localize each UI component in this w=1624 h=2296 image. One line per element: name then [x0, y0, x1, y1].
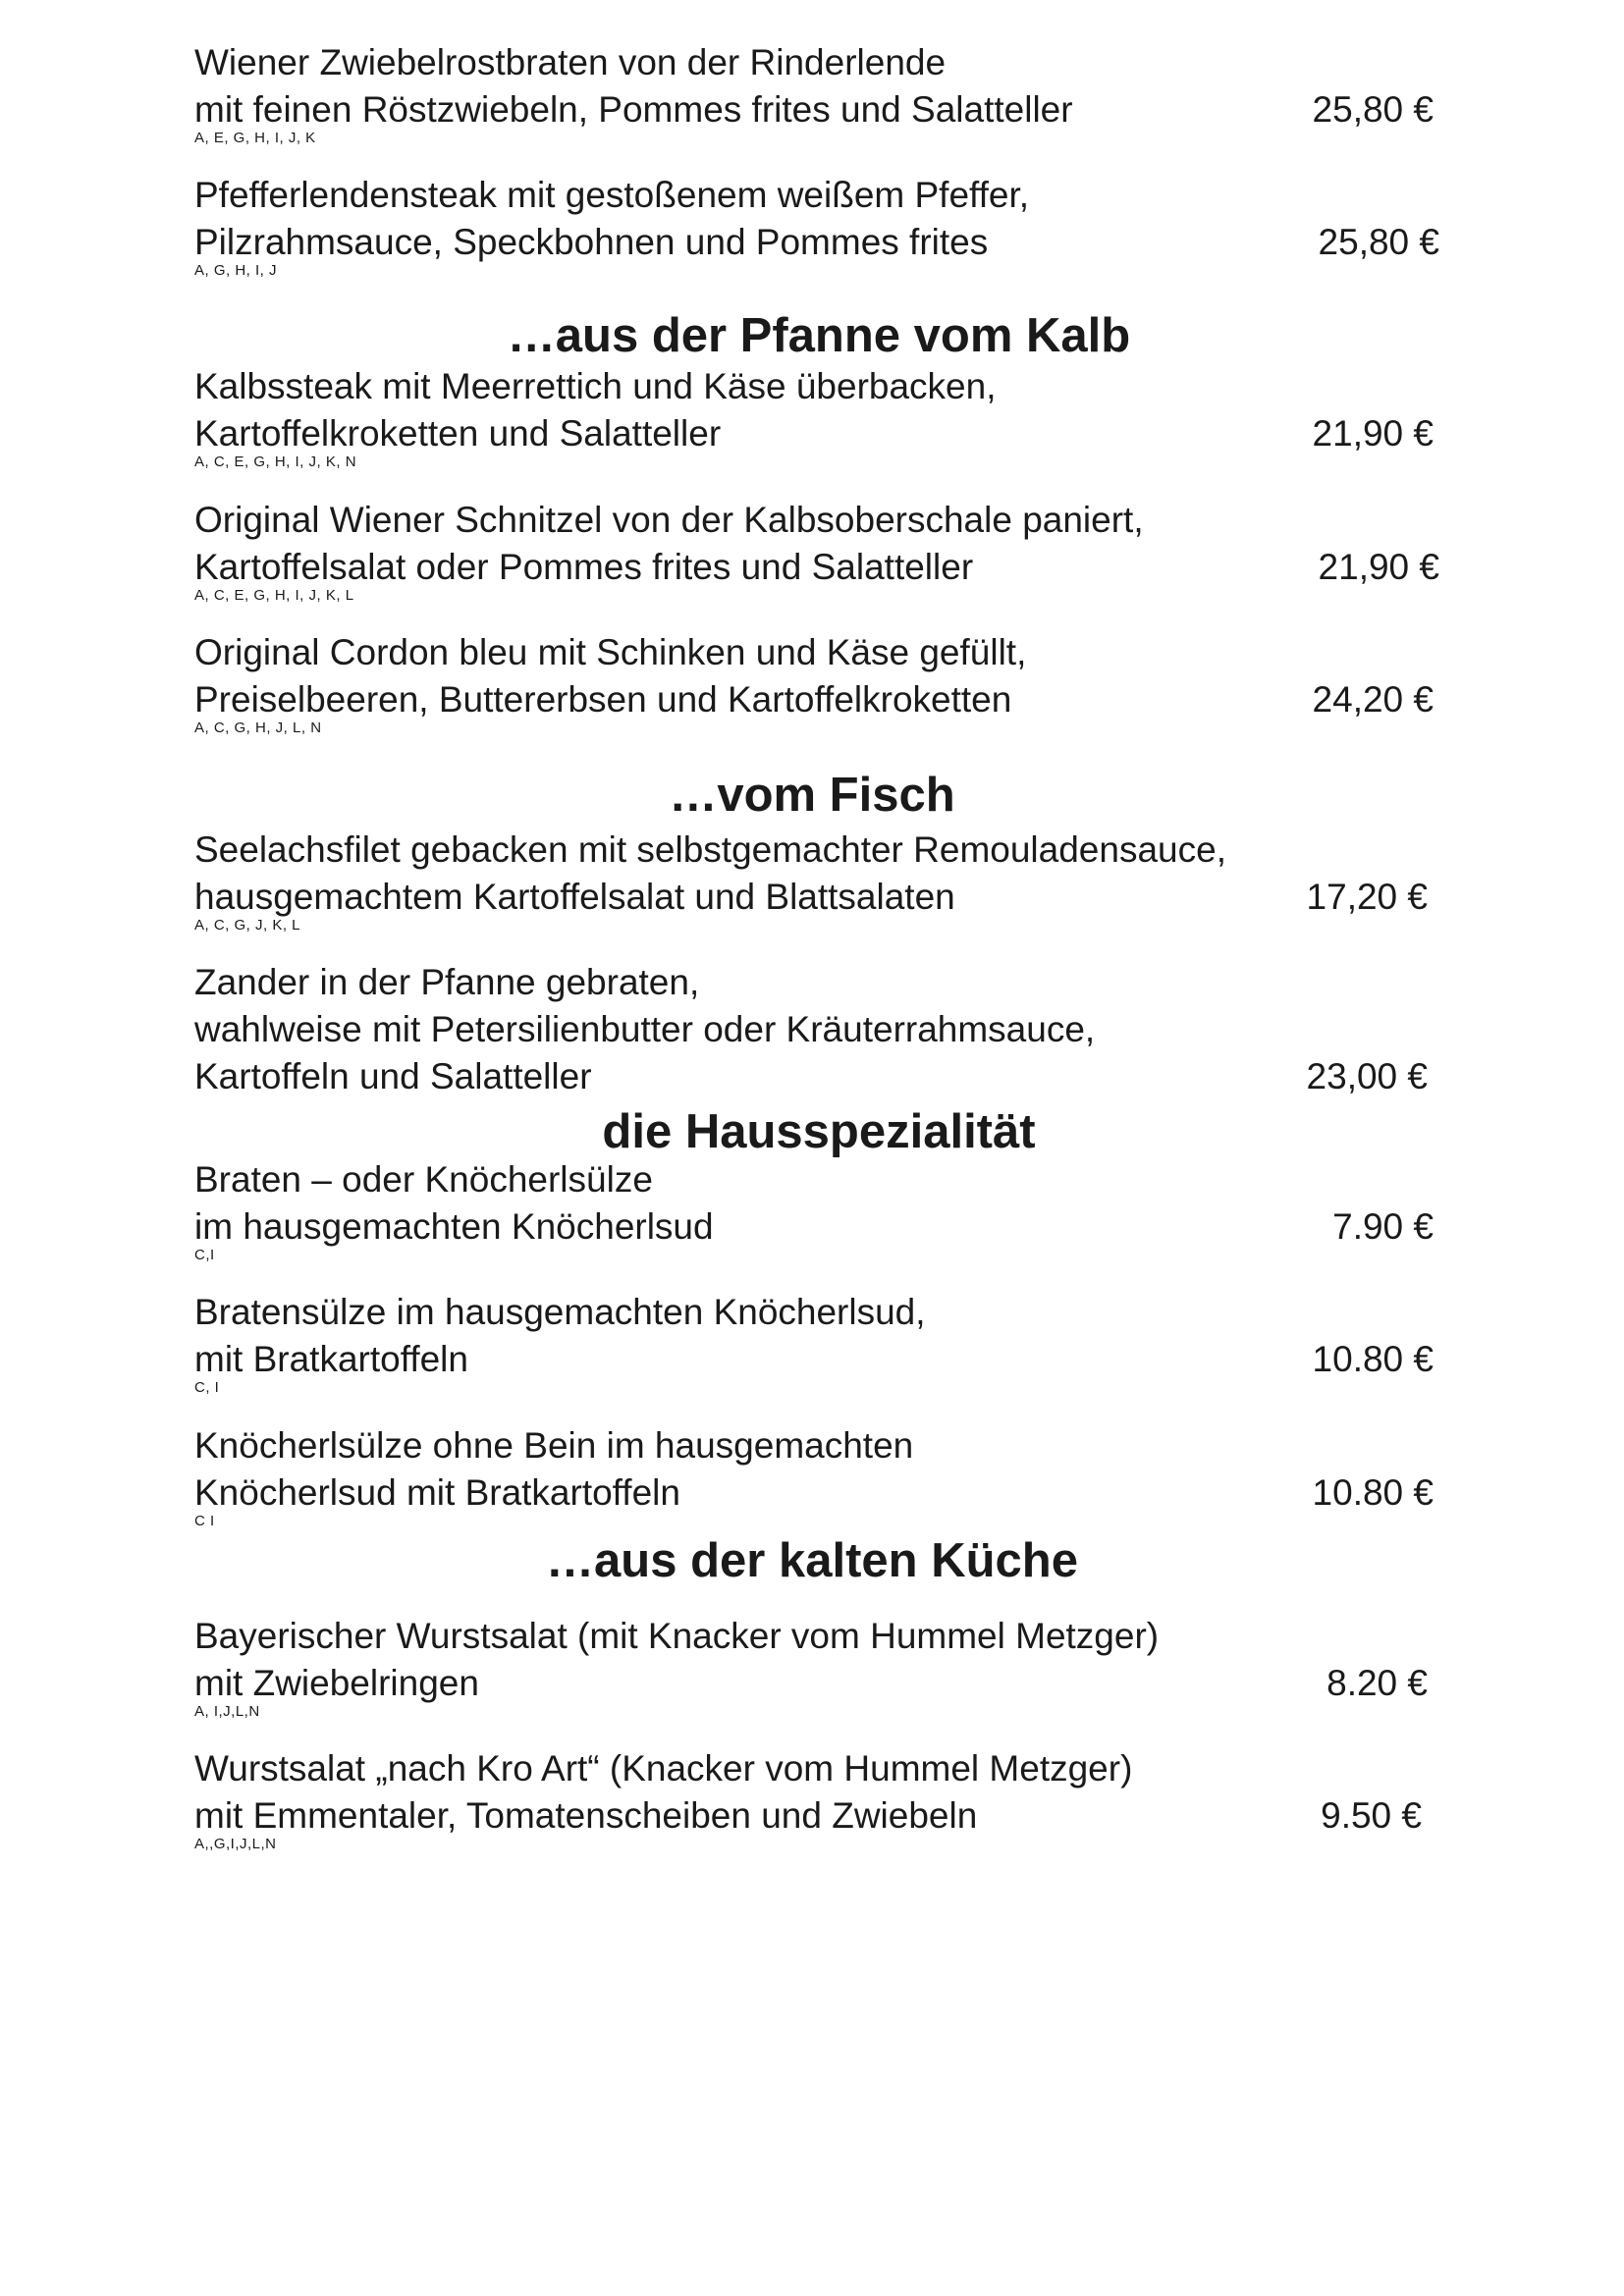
item-line: Kartoffeln und Salatteller [194, 1056, 592, 1096]
item-line: Knöcherlsud mit Bratkartoffeln [194, 1472, 680, 1513]
allergen-codes: A,,G,I,J,L,N [194, 1836, 277, 1852]
allergen-codes: A, E, G, H, I, J, K [194, 130, 316, 146]
item-price: 17,20 € [1306, 877, 1428, 917]
item-line: Preiselbeeren, Buttererbsen und Kartoffelkroketten [194, 679, 1012, 720]
item-price: 8.20 € [1326, 1663, 1428, 1703]
item-price: 23,00 € [1306, 1056, 1428, 1096]
item-price: 10.80 € [1312, 1472, 1434, 1513]
item-line: Bratensülze im hausgemachten Knöcherlsud, [194, 1292, 926, 1332]
menu-item-zwiebelrostbraten [194, 39, 1441, 146]
item-line: Kalbssteak mit Meerrettich und Käse überbacken, [194, 366, 997, 406]
menu-item-kalbssteak [194, 363, 1441, 470]
allergen-codes: C, I [194, 1379, 220, 1396]
item-line: Pilzrahmsauce, Speckbohnen und Pommes frites [194, 222, 989, 262]
item-line: Zander in der Pfanne gebraten, [194, 962, 700, 1002]
menu-item-knoecherlsuelze-ohne-bein [194, 1422, 1441, 1529]
menu-item-pfefferlendensteak [194, 172, 1441, 279]
item-price: 21,90 € [1318, 547, 1439, 587]
item-price: 21,90 € [1312, 413, 1434, 454]
menu-item-bayerischer-wurstsalat [194, 1613, 1441, 1720]
menu-item-cordon-bleu [194, 629, 1441, 736]
section-heading-hausspezialitaet: die Hausspezialität [602, 1105, 1036, 1158]
item-line: im hausgemachten Knöcherlsud [194, 1206, 714, 1247]
item-line: Pfefferlendensteak mit gestoßenem weißem Pfeffer, [194, 175, 1030, 215]
item-line: Wurstsalat „nach Kro Art“ (Knacker vom Hummel Metzger) [194, 1748, 1133, 1789]
allergen-codes: A, C, G, H, J, L, N [194, 720, 322, 736]
item-line: mit feinen Röstzwiebeln, Pommes frites und Salatteller [194, 89, 1073, 130]
item-line: Kartoffelsalat oder Pommes frites und Salatteller [194, 547, 974, 587]
item-price: 25,80 € [1318, 222, 1439, 262]
item-line: Original Wiener Schnitzel von der Kalbsoberschale paniert, [194, 500, 1144, 540]
item-price: 24,20 € [1312, 679, 1434, 720]
menu-item-bratensuelze [194, 1289, 1441, 1396]
menu-item-wurstsalat-kro-art [194, 1745, 1441, 1852]
item-line: Wiener Zwiebelrostbraten von der Rinderlende [194, 42, 947, 82]
item-price: 9.50 € [1321, 1795, 1422, 1836]
allergen-codes: C I [194, 1513, 215, 1529]
item-line: Kartoffelkroketten und Salatteller [194, 413, 722, 454]
section-heading-fisch: …vom Fisch [669, 769, 955, 822]
allergen-codes: A, C, G, J, K, L [194, 917, 301, 934]
allergen-codes: A, G, H, I, J [194, 262, 278, 279]
item-line: mit Emmentaler, Tomatenscheiben und Zwiebeln [194, 1795, 978, 1836]
item-line: Braten – oder Knöcherlsülze [194, 1159, 653, 1200]
menu-item-seelachsfilet [194, 827, 1441, 934]
menu-item-zander [194, 959, 1441, 1100]
allergen-codes: A, I,J,L,N [194, 1703, 260, 1720]
item-price: 25,80 € [1312, 89, 1434, 130]
allergen-codes: A, C, E, G, H, I, J, K, L [194, 587, 354, 604]
allergen-codes: A, C, E, G, H, I, J, K, N [194, 454, 357, 470]
section-heading-kalb: …aus der Pfanne vom Kalb [507, 309, 1131, 362]
menu-item-wiener-schnitzel [194, 497, 1441, 604]
section-heading-kalte-kueche: …aus der kalten Küche [546, 1534, 1078, 1587]
item-line: Original Cordon bleu mit Schinken und Käse gefüllt, [194, 632, 1027, 672]
item-line: wahlweise mit Petersilienbutter oder Kräuterrahmsauce, [194, 1009, 1096, 1049]
item-line: hausgemachtem Kartoffelsalat und Blattsalaten [194, 877, 955, 917]
item-line: Knöcherlsülze ohne Bein im hausgemachten [194, 1425, 914, 1466]
menu-item-braten-knoecherlsuelze [194, 1156, 1441, 1263]
item-line: Seelachsfilet gebacken mit selbstgemachter Remouladensauce, [194, 829, 1226, 870]
item-price: 10.80 € [1312, 1339, 1434, 1379]
item-line: mit Bratkartoffeln [194, 1339, 468, 1379]
item-line: Bayerischer Wurstsalat (mit Knacker vom Hummel Metzger) [194, 1616, 1160, 1656]
item-line: mit Zwiebelringen [194, 1663, 479, 1703]
item-price: 7.90 € [1332, 1206, 1434, 1247]
allergen-codes: C,I [194, 1247, 215, 1263]
